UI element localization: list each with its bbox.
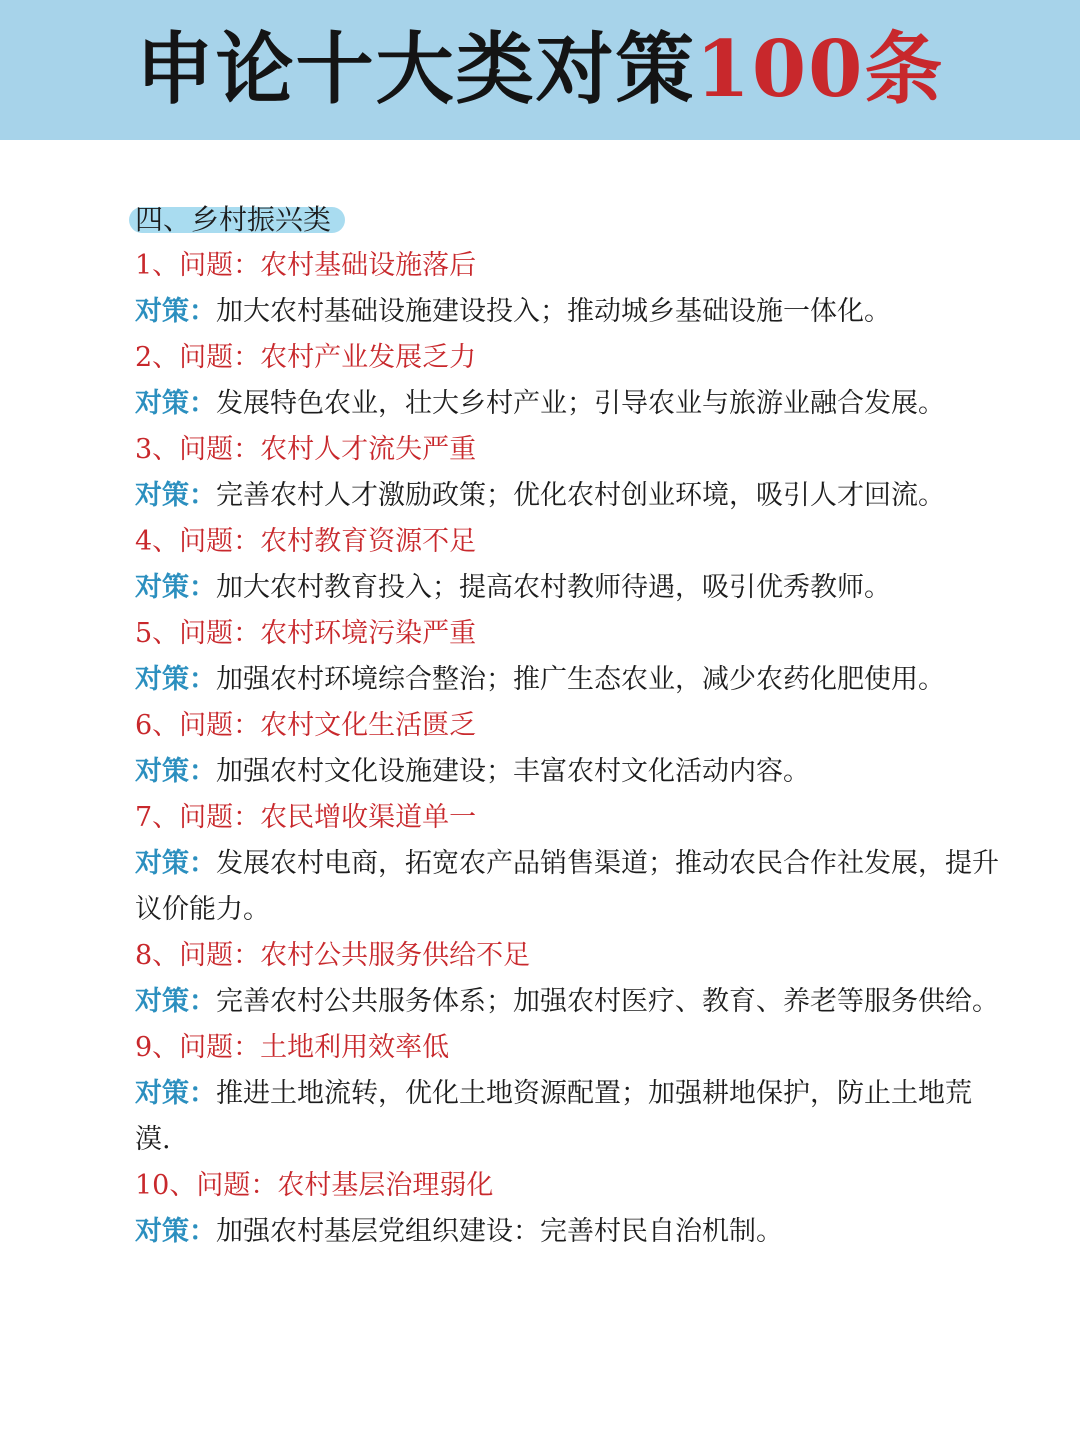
countermeasure-text bbox=[135, 841, 1005, 933]
section-heading: 四、乡村振兴类 bbox=[135, 197, 335, 243]
problem-heading: 5、问题：农村环境污染严重 bbox=[135, 618, 477, 649]
countermeasure-body: 加大农村教育投入；提高农村教师待遇，吸引优秀教师。 bbox=[216, 572, 891, 603]
problem-heading: 6、问题：农村文化生活匮乏 bbox=[135, 710, 477, 741]
problem-heading: 3、问题：农村人才流失严重 bbox=[135, 434, 477, 465]
problem-heading: 4、问题：农村教育资源不足 bbox=[135, 526, 477, 557]
countermeasure-text bbox=[135, 289, 1005, 335]
countermeasure-label: 对策： bbox=[135, 296, 216, 327]
countermeasure-label: 对策： bbox=[135, 986, 216, 1017]
problem-heading: 7、问题：农民增收渠道单一 bbox=[135, 802, 477, 833]
page-title-accent: 100条 bbox=[695, 24, 945, 115]
countermeasure-text bbox=[135, 1209, 1005, 1255]
problem-heading: 10、问题：农村基层治理弱化 bbox=[135, 1170, 494, 1201]
countermeasure-body: 完善农村人才激励政策；优化农村创业环境，吸引人才回流。 bbox=[216, 480, 945, 511]
countermeasure-body: 发展特色农业，壮大乡村产业；引导农业与旅游业融合发展。 bbox=[216, 388, 945, 419]
problem-heading: 8、问题：农村公共服务供给不足 bbox=[135, 940, 531, 971]
countermeasure-text bbox=[135, 749, 1005, 795]
countermeasure-text bbox=[135, 979, 1005, 1025]
countermeasure-body: 完善农村公共服务体系；加强农村医疗、教育、养老等服务供给。 bbox=[216, 986, 999, 1017]
countermeasure-label: 对策： bbox=[135, 572, 216, 603]
countermeasure-text bbox=[135, 565, 1005, 611]
countermeasure-text bbox=[135, 1071, 1005, 1163]
countermeasure-body: 推进土地流转，优化土地资源配置；加强耕地保护，防止土地荒漠. bbox=[135, 1078, 972, 1155]
policy-list bbox=[135, 243, 1005, 1255]
countermeasure-text bbox=[135, 657, 1005, 703]
countermeasure-text bbox=[135, 381, 1005, 427]
countermeasure-body: 发展农村电商，拓宽农产品销售渠道；推动农民合作社发展，提升议价能力。 bbox=[135, 848, 999, 925]
countermeasure-label: 对策： bbox=[135, 756, 216, 787]
page-title bbox=[135, 24, 945, 115]
countermeasure-body: 加大农村基础设施建设投入；推动城乡基础设施一体化。 bbox=[216, 296, 891, 327]
problem-heading: 9、问题：土地利用效率低 bbox=[135, 1032, 450, 1063]
countermeasure-label: 对策： bbox=[135, 1216, 216, 1247]
countermeasure-label: 对策： bbox=[135, 1078, 216, 1109]
countermeasure-label: 对策： bbox=[135, 848, 216, 879]
article-body bbox=[135, 197, 1005, 1255]
countermeasure-label: 对策： bbox=[135, 664, 216, 695]
page-title-main: 申论十大类对策 bbox=[135, 24, 696, 115]
countermeasure-label: 对策： bbox=[135, 480, 216, 511]
countermeasure-body: 加强农村基层党组织建设：完善村民自治机制。 bbox=[216, 1216, 783, 1247]
countermeasure-text bbox=[135, 473, 1005, 519]
countermeasure-label: 对策： bbox=[135, 388, 216, 419]
countermeasure-body: 加强农村环境综合整治；推广生态农业，减少农药化肥使用。 bbox=[216, 664, 945, 695]
problem-heading: 2、问题：农村产业发展乏力 bbox=[135, 342, 477, 373]
countermeasure-body: 加强农村文化设施建设；丰富农村文化活动内容。 bbox=[216, 756, 810, 787]
problem-heading: 1、问题：农村基础设施落后 bbox=[135, 250, 477, 281]
title-banner bbox=[0, 0, 1080, 140]
